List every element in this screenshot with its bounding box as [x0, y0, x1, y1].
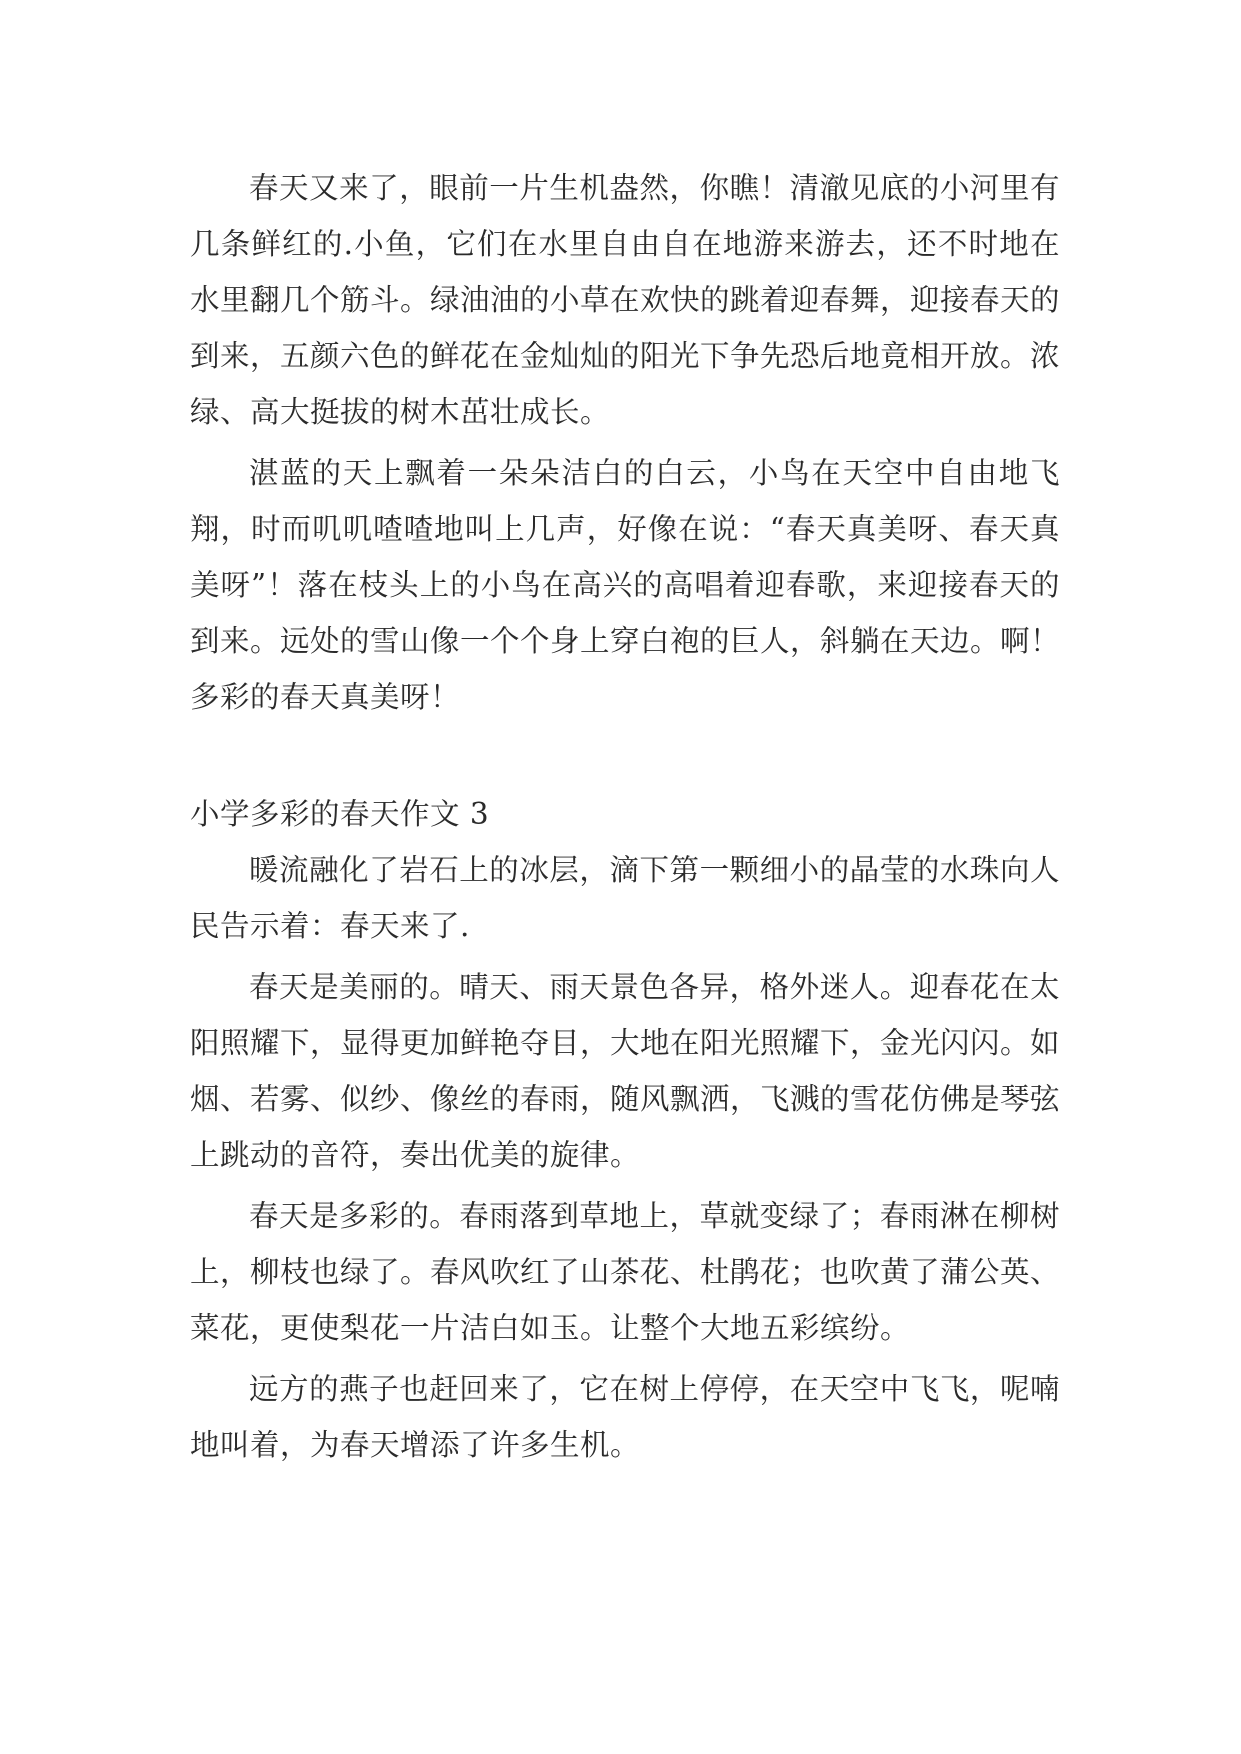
paragraph-warm-current: 暖流融化了岩石上的冰层，滴下第一颗细小的晶莹的水珠向人民告示着：春天来了. [190, 853, 1060, 943]
document-body [190, 160, 1060, 1478]
paragraph-swallows: 远方的燕子也赶回来了，它在树上停停，在天空中飞飞，呢喃地叫着，为春天增添了许多生机。 [190, 1372, 1060, 1462]
paragraph-spring-arrives: 春天又来了，眼前一片生机盎然，你瞧！清澈见底的小河里有几条鲜红的.小鱼，它们在水里自由自在地游来游去，还不时地在水里翻几个筋斗。绿油油的小草在欢快的跳着迎春舞，迎接春天的到来，五颜六色的鲜花在金灿灿的阳光下争先恐后地竟相开放。浓绿、高大挺拔的树木茁壮成长。 [190, 171, 1061, 429]
essay-heading: 小学多彩的春天作文 3 [190, 797, 490, 831]
paragraph-spring-colorful: 春天是多彩的。春雨落到草地上，草就变绿了；春雨淋在柳树上，柳枝也绿了。春风吹红了山茶花、杜鹃花；也吹黄了蒲公英、菜花，更使梨花一片洁白如玉。让整个大地五彩缤纷。 [190, 1199, 1061, 1345]
paragraph-spring-beautiful: 春天是美丽的。晴天、雨天景色各异，格外迷人。迎春花在太阳照耀下，显得更加鲜艳夺目，大地在阳光照耀下，金光闪闪。如烟、若雾、似纱、像丝的春雨，随风飘洒，飞溅的雪花仿佛是琴弦上跳动的音符，奏出优美的旋律。 [190, 970, 1061, 1172]
paragraph-blue-sky: 湛蓝的天上飘着一朵朵洁白的白云，小鸟在天空中自由地飞翔，时而叽叽喳喳地叫上几声，好像在说：“春天真美呀、春天真美呀”！落在枝头上的小鸟在高兴的高唱着迎春歌，来迎接春天的到来。远处的雪山像一个个身上穿白袍的巨人，斜躺在天边。啊！多彩的春天真美呀！ [190, 456, 1061, 714]
